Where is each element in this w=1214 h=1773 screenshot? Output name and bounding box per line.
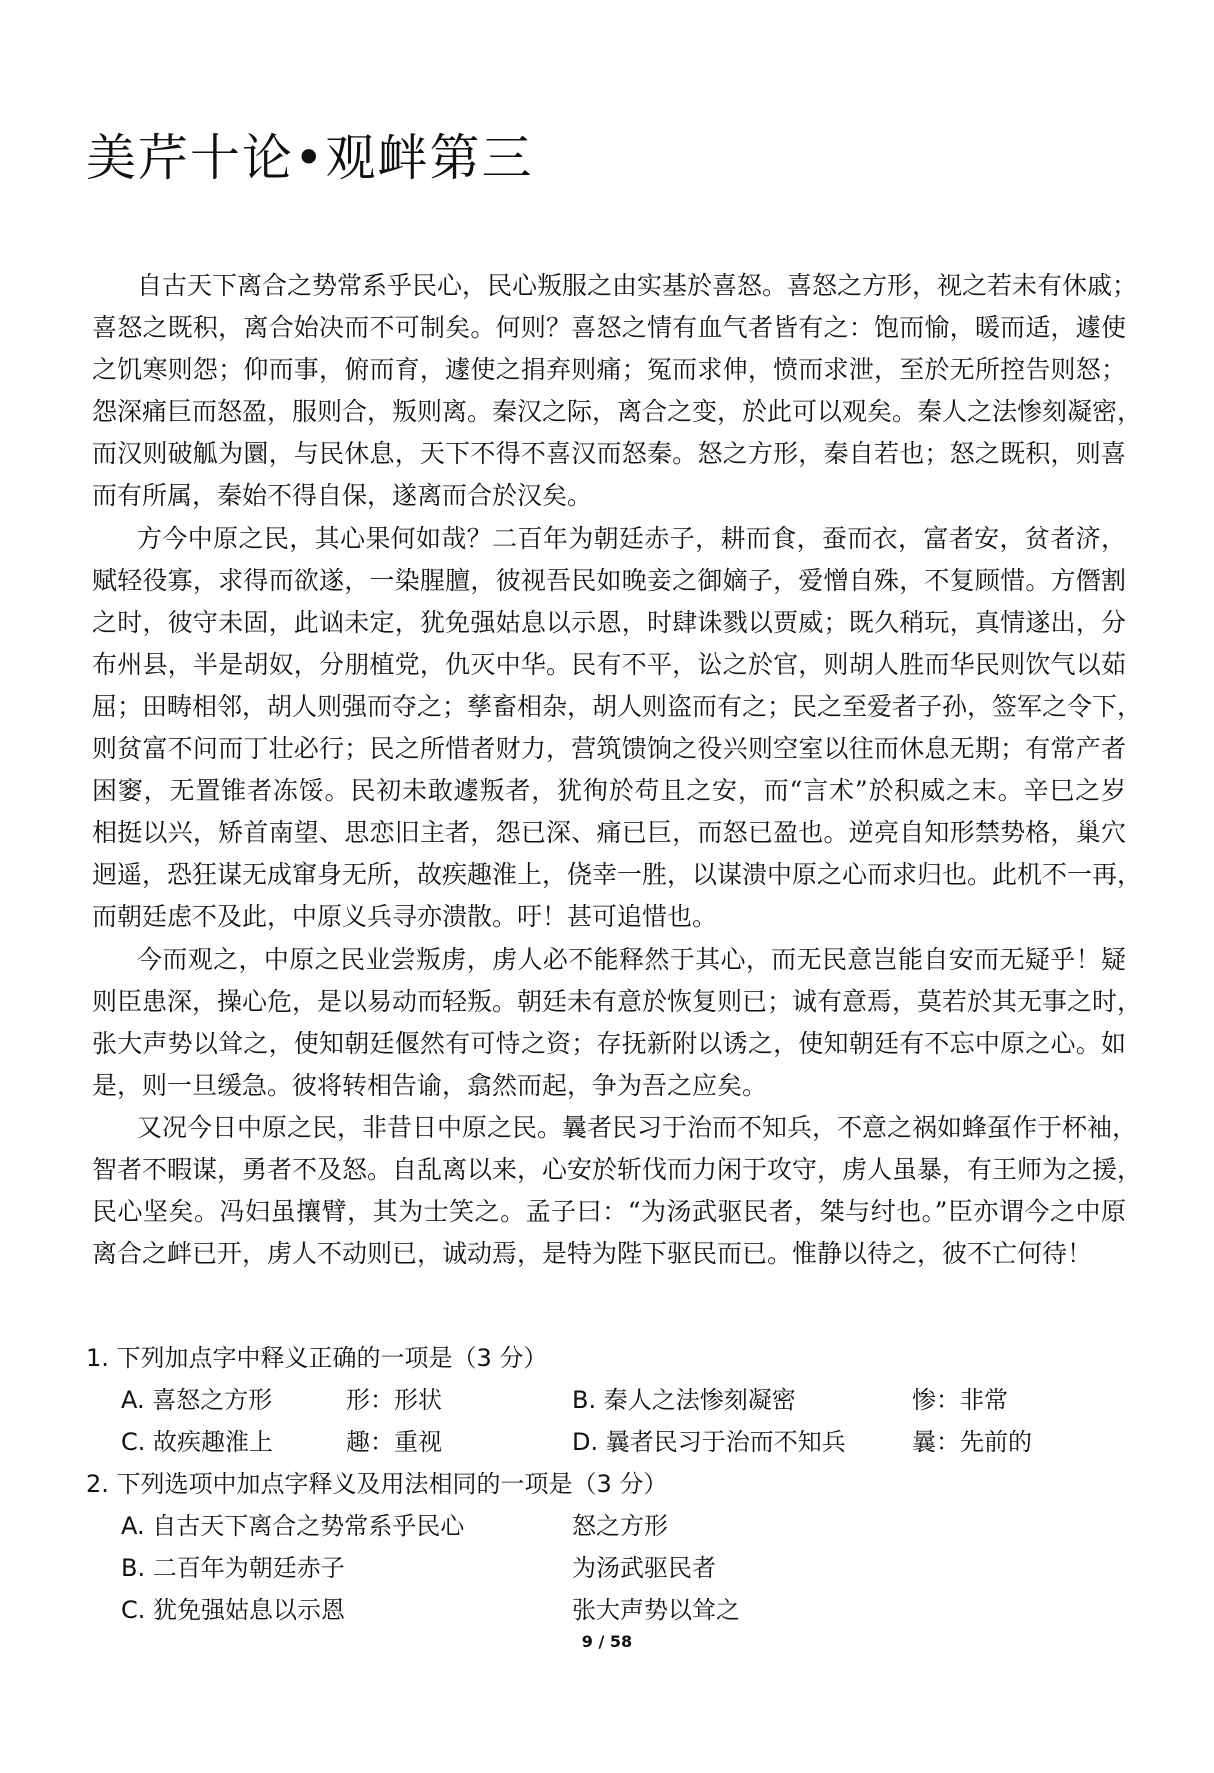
option-row <box>86 1547 1146 1589</box>
text-line: 又况今日中原之民，非昔日中原之民。曩者民习于治而不知兵，不意之祸如蜂虿作于杯袖， <box>137 1112 1138 1142</box>
option-row <box>86 1379 1146 1421</box>
option-row <box>86 1589 1146 1631</box>
option-d-gloss: 曩：先前的 <box>912 1428 1032 1456</box>
question-stem: 2. 下列选项中加点字释义及用法相同的一项是（3 分） <box>86 1470 668 1498</box>
text-line: 赋轻役寡，求得而欲遂，一染腥膻，彼视吾民如晚妾之御嫡子，爱憎自殊，不复顾惜。方僭割 <box>92 565 1126 595</box>
text-line: 今而观之，中原之民业尝叛虏，虏人必不能释然于其心，而无民意岂能自安而无疑乎！疑 <box>137 944 1126 974</box>
option-c-compare: 张大声势以耸之 <box>572 1596 740 1624</box>
option-b: B. 秦人之法惨刻凝密 <box>572 1386 796 1414</box>
option-a: A. 喜怒之方形 <box>121 1386 273 1414</box>
text-line: 而汉则破觚为圜，与民休息，天下不得不喜汉而怒秦。怒之方形，秦自若也；怒之既积，则喜 <box>92 439 1126 469</box>
page-title: 美芹十论•观衅第三 <box>86 129 534 187</box>
question-stem: 1. 下列加点字中释义正确的一项是（3 分） <box>86 1344 548 1372</box>
question-2 <box>86 1463 1146 1505</box>
questions-section <box>86 1337 1146 1631</box>
option-a-gloss: 形：形状 <box>346 1386 442 1414</box>
text-line: 布州县，半是胡奴，分朋植党，仇灭中华。民有不平，讼之於官，则胡人胜而华民则饮气以茹 <box>92 649 1126 679</box>
text-line: 则贫富不问而丁壮必行；民之所惜者财力，营筑馈饷之役兴则空室以往而休息无期；有常产者 <box>92 734 1126 764</box>
text-line: 而有所属，秦始不得自保，遂离而合於汉矣。 <box>92 481 593 511</box>
text-line: 相挺以兴，矫首南望、思恋旧主者，怨已深、痛已巨，而怒已盈也。逆亮自知形禁势格，巢穴 <box>92 818 1126 848</box>
text-line: 则臣患深，操心危，是以易动而轻叛。朝廷未有意於恢复则已；诚有意焉，莫若於其无事之时， <box>92 986 1143 1016</box>
option-d: D. 曩者民习于治而不知兵 <box>572 1428 846 1456</box>
text-line: 迥遥，恐狂谋无成窜身无所，故疾趣淮上，侥幸一胜，以谋溃中原之心而求归也。此机不一再， <box>92 860 1143 890</box>
text-line: 智者不暇谋，勇者不及怒。自乱离以来，心安於斩伐而力闲于攻守，虏人虽暴，有王师为之援， <box>92 1154 1143 1184</box>
option-a: A. 自古天下离合之势常系乎民心 <box>121 1512 465 1540</box>
text-line: 张大声势以耸之，使知朝廷偃然有可恃之资；存抚新附以诱之，使知朝廷有不忘中原之心。如 <box>92 1028 1126 1058</box>
option-row <box>86 1421 1146 1463</box>
page-number: 9 / 58 <box>581 1632 633 1651</box>
text-line: 而朝廷虑不及此，中原义兵寻亦溃散。吁！甚可追惜也。 <box>92 902 718 932</box>
text-line: 离合之衅已开，虏人不动则已，诚动焉，是特为陛下驱民而已。惟静以待之，彼不亡何待！ <box>92 1239 1093 1269</box>
option-a-compare: 怒之方形 <box>572 1512 668 1540</box>
option-c: C. 犹免强姑息以示恩 <box>121 1596 346 1624</box>
text-line: 自古天下离合之势常系乎民心，民心叛服之由实基於喜怒。喜怒之方形，视之若未有休戚； <box>137 271 1138 300</box>
option-b-compare: 为汤武驱民者 <box>572 1554 716 1582</box>
option-c: C. 故疾趣淮上 <box>121 1428 274 1456</box>
text-line: 之饥寒则怨；仰而事，俯而育，遽使之捐弃则痛；冤而求伸，愤而求泄，至於无所控告则怒； <box>92 355 1126 385</box>
option-c-gloss: 趣：重视 <box>346 1428 442 1456</box>
text-line: 怨深痛巨而怒盈，服则合，叛则离。秦汉之际，离合之变，於此可以观矣。秦人之法惨刻凝密， <box>92 397 1143 427</box>
option-b-gloss: 惨：非常 <box>912 1386 1008 1414</box>
text-line: 喜怒之既积，离合始决而不可制矣。何则？喜怒之情有血气者皆有之：饱而愉，暖而适，遽使 <box>92 313 1126 343</box>
text-line: 民心坚矣。冯妇虽攘臂，其为士笑之。孟子曰：“为汤武驱民者，桀与纣也。”臣亦谓今之中原 <box>92 1197 1126 1227</box>
text-line: 屈；田畴相邻，胡人则强而夺之；孳畜相杂，胡人则盗而有之；民之至爱者子孙，签军之令下， <box>92 691 1143 721</box>
essay-text <box>92 265 1143 1275</box>
text-line: 方今中原之民，其心果何如哉？二百年为朝廷赤子，耕而食，蚕而衣，富者安，贫者济， <box>137 523 1126 553</box>
text-line: 困窭，无置锥者冻馁。民初未敢遽叛者，犹徇於苟且之安，而“言术”於积威之末。辛巳之岁 <box>92 776 1126 806</box>
option-row <box>86 1505 1146 1547</box>
text-line: 是，则一旦缓急。彼将转相告谕，翕然而起，争为吾之应矣。 <box>92 1070 768 1100</box>
text-line: 之时，彼守未固，此讻未定，犹免强姑息以示恩，时肆诛戮以贾威；既久稍玩，真情遂出，分 <box>92 607 1126 637</box>
option-b: B. 二百年为朝廷赤子 <box>121 1554 345 1582</box>
question-1 <box>86 1337 1146 1379</box>
